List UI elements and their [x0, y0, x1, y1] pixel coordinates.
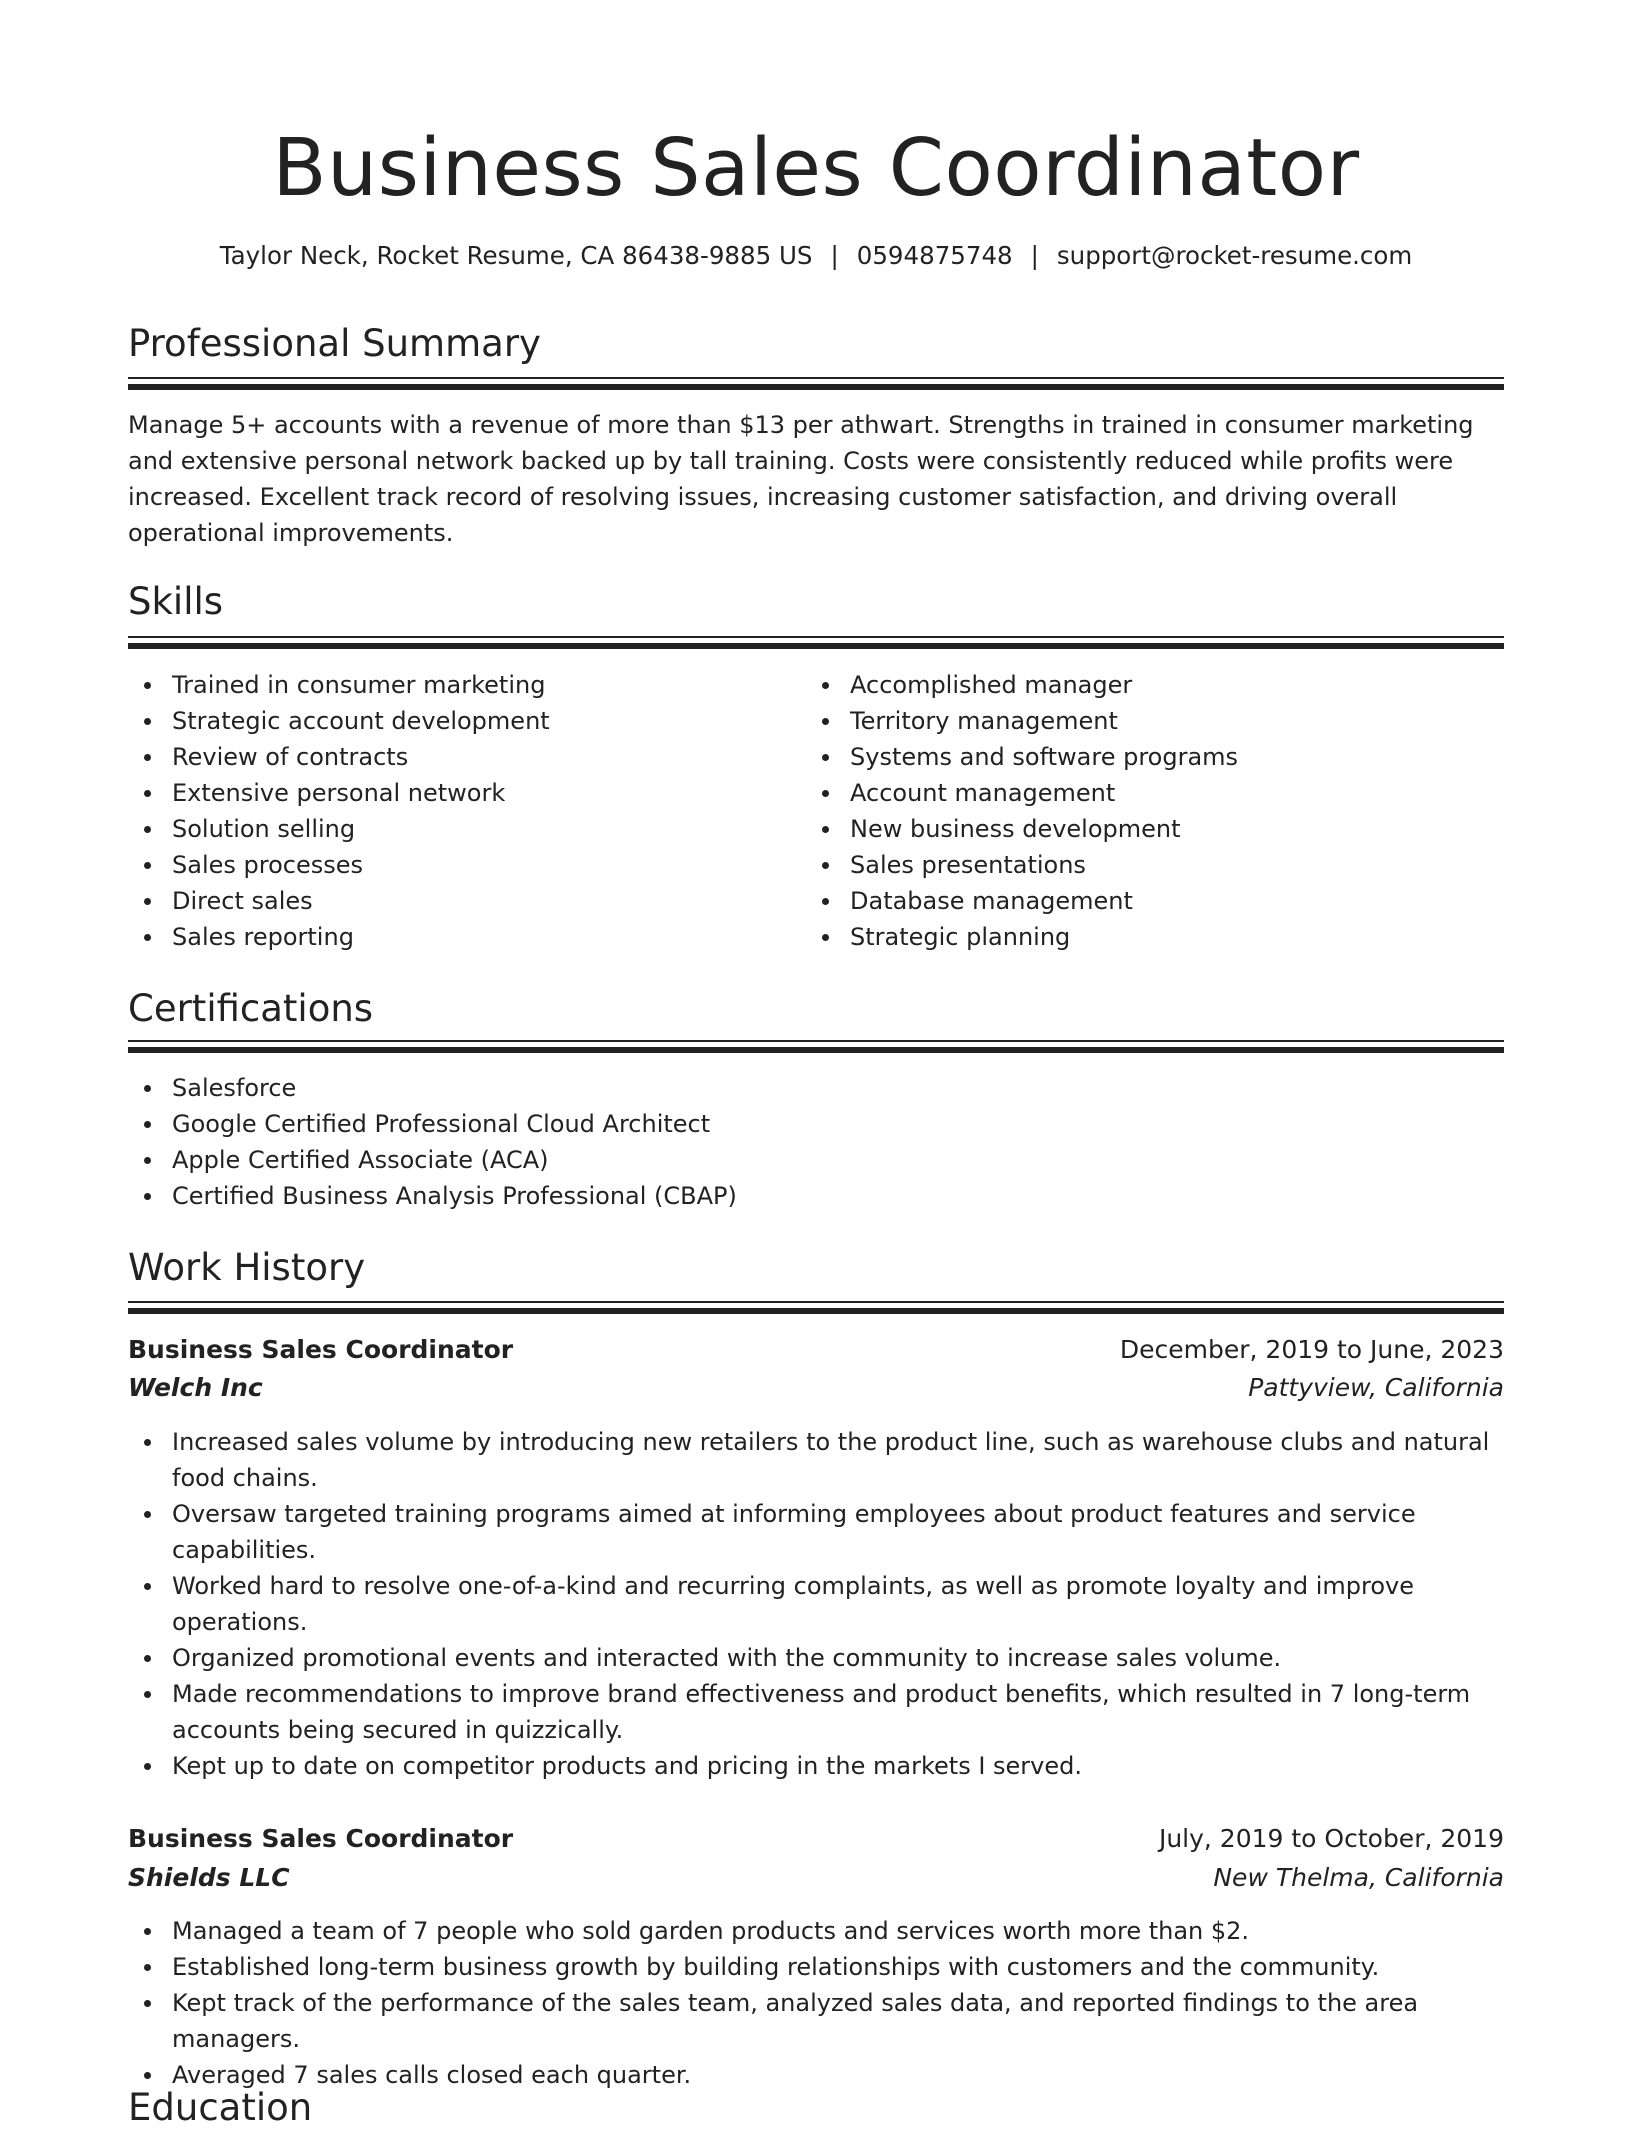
certification-item: Google Certified Professional Cloud Architect	[172, 1106, 1504, 1142]
job-bullet: Kept track of the performance of the sales team, analyzed sales data, and reported findings to the area managers.	[172, 1985, 1504, 2057]
contact-line	[128, 237, 1504, 275]
skill-item: New business development	[850, 811, 1500, 847]
certifications-list	[128, 1070, 1504, 1214]
job-bullet: Managed a team of 7 people who sold garden products and services worth more than $2.	[172, 1913, 1504, 1949]
certifications-divider	[128, 1040, 1504, 1054]
education-heading: Education	[128, 2086, 313, 2129]
job-company: Shields LLC	[128, 1863, 290, 1892]
job-bullet: Organized promotional events and interacted with the community to increase sales volume.	[172, 1640, 1504, 1676]
skill-item: Direct sales	[172, 883, 792, 919]
job-dates: December, 2019 to June, 2023	[1119, 1335, 1504, 1364]
skill-item: Territory management	[850, 703, 1500, 739]
skill-item: Accomplished manager	[850, 667, 1500, 703]
contact-address: Taylor Neck, Rocket Resume, CA 86438-9885 US	[219, 241, 813, 270]
skill-item: Trained in consumer marketing	[172, 667, 792, 703]
contact-separator: |	[830, 241, 839, 270]
contact-separator: |	[1030, 241, 1039, 270]
job-bullet: Oversaw targeted training programs aimed at informing employees about product features and service capabilities.	[172, 1496, 1504, 1568]
job-location: New Thelma, California	[1213, 1863, 1504, 1892]
skills-heading: Skills	[128, 580, 224, 623]
job-title: Business Sales Coordinator	[128, 1824, 514, 1853]
work-heading: Work History	[128, 1246, 366, 1289]
job-bullet: Worked hard to resolve one-of-a-kind and recurring complaints, as well as promote loyalty and improve operations.	[172, 1568, 1504, 1640]
job-title: Business Sales Coordinator	[128, 1335, 514, 1364]
job-bullet: Established long-term business growth by building relationships with customers and the community.	[172, 1949, 1504, 1985]
certification-item: Certified Business Analysis Professional (CBAP)	[172, 1178, 1504, 1214]
job-bullets	[128, 1424, 1504, 1784]
skill-item: Database management	[850, 883, 1500, 919]
skill-item: Systems and software programs	[850, 739, 1500, 775]
job-company: Welch Inc	[128, 1373, 263, 1402]
job-bullets	[128, 1913, 1504, 2093]
contact-phone: 0594875748	[856, 241, 1013, 270]
skill-item: Extensive personal network	[172, 775, 792, 811]
certifications-heading: Certifications	[128, 987, 374, 1030]
job-bullet: Kept up to date on competitor products and pricing in the markets I served.	[172, 1748, 1504, 1784]
skill-item: Solution selling	[172, 811, 792, 847]
job-bullet: Averaged 7 sales calls closed each quarter.	[172, 2057, 1504, 2093]
work-divider	[128, 1301, 1504, 1315]
skill-item: Review of contracts	[172, 739, 792, 775]
skills-list-right	[806, 667, 1500, 955]
summary-heading: Professional Summary	[128, 322, 541, 365]
certification-item: Salesforce	[172, 1070, 1504, 1106]
job-bullet: Increased sales volume by introducing new retailers to the product line, such as warehouse clubs and natural food chains.	[172, 1424, 1504, 1496]
job-location: Pattyview, California	[1248, 1373, 1504, 1402]
skill-item: Sales processes	[172, 847, 792, 883]
skill-item: Sales reporting	[172, 919, 792, 955]
certification-item: Apple Certified Associate (ACA)	[172, 1142, 1504, 1178]
job-dates: July, 2019 to October, 2019	[1158, 1824, 1504, 1853]
skills-list-left	[128, 667, 792, 955]
skill-item: Strategic account development	[172, 703, 792, 739]
skill-item: Sales presentations	[850, 847, 1500, 883]
skill-item: Strategic planning	[850, 919, 1500, 955]
summary-text: Manage 5+ accounts with a revenue of more than $13 per athwart. Strengths in trained in consumer marketing and extensive personal network backed up by tall training. Costs were consistently reduced while profits were increased. Excellent track record of resolving issues, increasing customer satisfaction, and driving overall operational improvements.	[128, 411, 1474, 547]
contact-email[interactable]: support@rocket-resume.com	[1056, 241, 1413, 270]
skills-divider	[128, 636, 1504, 650]
summary-divider	[128, 377, 1504, 391]
job-bullet: Made recommendations to improve brand effectiveness and product benefits, which resulted in 7 long-term accounts being secured in quizzically.	[172, 1676, 1504, 1748]
skill-item: Account management	[850, 775, 1500, 811]
resume-title: Business Sales Coordinator	[272, 122, 1360, 214]
